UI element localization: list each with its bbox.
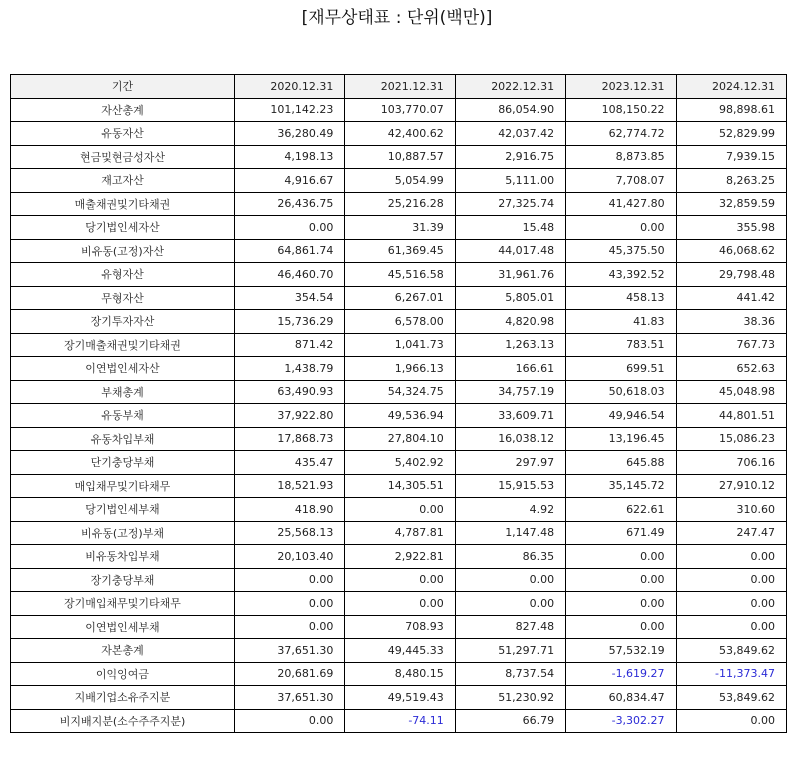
table-cell-value: 2,916.75	[455, 145, 565, 169]
table-row	[11, 498, 787, 522]
table-cell-value: 86,054.90	[455, 98, 565, 122]
column-header-period: 기간	[11, 75, 235, 99]
table-row	[11, 686, 787, 710]
table-cell-value: 652.63	[676, 357, 786, 381]
table-cell-value: 4.92	[455, 498, 565, 522]
table-row	[11, 192, 787, 216]
table-cell-value: 166.61	[455, 357, 565, 381]
table-row	[11, 474, 787, 498]
table-cell-value: 20,681.69	[235, 662, 345, 686]
row-label: 비유동(고정)부채	[11, 521, 235, 545]
table-cell-value: 15,086.23	[676, 427, 786, 451]
table-cell-value: 49,536.94	[345, 404, 455, 428]
table-cell-value: 57,532.19	[566, 639, 676, 663]
table-cell-value: 871.42	[235, 333, 345, 357]
table-row	[11, 380, 787, 404]
row-label: 현금및현금성자산	[11, 145, 235, 169]
table-cell-value: 14,305.51	[345, 474, 455, 498]
table-row	[11, 357, 787, 381]
table-row	[11, 169, 787, 193]
row-label: 유형자산	[11, 263, 235, 287]
table-cell-value: 8,263.25	[676, 169, 786, 193]
row-label: 자산총계	[11, 98, 235, 122]
column-header-date: 2020.12.31	[235, 75, 345, 99]
table-cell-value: 5,805.01	[455, 286, 565, 310]
table-row	[11, 263, 787, 287]
table-cell-value: 51,297.71	[455, 639, 565, 663]
table-cell-value: 27,325.74	[455, 192, 565, 216]
table-cell-value: 25,216.28	[345, 192, 455, 216]
table-cell-value: 4,916.67	[235, 169, 345, 193]
table-cell-value: 622.61	[566, 498, 676, 522]
row-label: 자본총계	[11, 639, 235, 663]
table-row	[11, 404, 787, 428]
table-cell-value: 0.00	[566, 592, 676, 616]
table-cell-value: -3,302.27	[566, 709, 676, 733]
table-cell-value: 708.93	[345, 615, 455, 639]
row-label: 이연법인세자산	[11, 357, 235, 381]
table-cell-value: 52,829.99	[676, 122, 786, 146]
table-cell-value: 6,578.00	[345, 310, 455, 334]
table-cell-value: 46,068.62	[676, 239, 786, 263]
table-cell-value: 4,787.81	[345, 521, 455, 545]
table-cell-value: 49,519.43	[345, 686, 455, 710]
table-cell-value: 1,966.13	[345, 357, 455, 381]
row-label: 유동부채	[11, 404, 235, 428]
column-header-date: 2021.12.31	[345, 75, 455, 99]
table-cell-value: 458.13	[566, 286, 676, 310]
table-cell-value: -1,619.27	[566, 662, 676, 686]
page-title: [재무상태표 : 단위(백만)]	[301, 8, 493, 28]
table-cell-value: 101,142.23	[235, 98, 345, 122]
table-cell-value: 49,946.54	[566, 404, 676, 428]
row-label: 매출채권및기타채권	[11, 192, 235, 216]
table-cell-value: 418.90	[235, 498, 345, 522]
row-label: 무형자산	[11, 286, 235, 310]
table-cell-value: 45,048.98	[676, 380, 786, 404]
column-header-date: 2023.12.31	[566, 75, 676, 99]
table-cell-value: 20,103.40	[235, 545, 345, 569]
table-cell-value: 5,402.92	[345, 451, 455, 475]
table-cell-value: 0.00	[345, 568, 455, 592]
table-cell-value: 0.00	[235, 592, 345, 616]
table-cell-value: 42,400.62	[345, 122, 455, 146]
table-cell-value: 45,375.50	[566, 239, 676, 263]
table-row	[11, 709, 787, 733]
table-cell-value: 36,280.49	[235, 122, 345, 146]
table-cell-value: 354.54	[235, 286, 345, 310]
table-cell-value: 247.47	[676, 521, 786, 545]
table-cell-value: 10,887.57	[345, 145, 455, 169]
table-cell-value: 61,369.45	[345, 239, 455, 263]
table-cell-value: 671.49	[566, 521, 676, 545]
table-cell-value: 98,898.61	[676, 98, 786, 122]
table-cell-value: 54,324.75	[345, 380, 455, 404]
table-cell-value: 37,651.30	[235, 639, 345, 663]
table-cell-value: 46,460.70	[235, 263, 345, 287]
table-cell-value: 16,038.12	[455, 427, 565, 451]
row-label: 비유동(고정)자산	[11, 239, 235, 263]
row-label: 이익잉여금	[11, 662, 235, 686]
table-cell-value: 27,804.10	[345, 427, 455, 451]
row-label: 장기매출채권및기타채권	[11, 333, 235, 357]
table-cell-value: 297.97	[455, 451, 565, 475]
table-cell-value: 767.73	[676, 333, 786, 357]
table-row	[11, 639, 787, 663]
table-cell-value: 31,961.76	[455, 263, 565, 287]
table-cell-value: 37,651.30	[235, 686, 345, 710]
row-label: 단기충당부채	[11, 451, 235, 475]
table-cell-value: 0.00	[566, 615, 676, 639]
balance-sheet-table	[10, 74, 787, 733]
table-cell-value: 706.16	[676, 451, 786, 475]
table-cell-value: 8,480.15	[345, 662, 455, 686]
table-row	[11, 545, 787, 569]
table-cell-value: 34,757.19	[455, 380, 565, 404]
table-cell-value: 27,910.12	[676, 474, 786, 498]
table-cell-value: 310.60	[676, 498, 786, 522]
table-cell-value: 62,774.72	[566, 122, 676, 146]
table-cell-value: 50,618.03	[566, 380, 676, 404]
table-cell-value: 17,868.73	[235, 427, 345, 451]
table-cell-value: 0.00	[566, 216, 676, 240]
table-cell-value: 0.00	[676, 592, 786, 616]
table-cell-value: 0.00	[676, 545, 786, 569]
table-row	[11, 568, 787, 592]
row-label: 지배기업소유주지분	[11, 686, 235, 710]
column-header-date: 2022.12.31	[455, 75, 565, 99]
table-row	[11, 521, 787, 545]
row-label: 비지배지분(소수주주지분)	[11, 709, 235, 733]
row-label: 이연법인세부채	[11, 615, 235, 639]
table-header-row	[11, 75, 787, 99]
table-cell-value: 8,737.54	[455, 662, 565, 686]
table-cell-value: 0.00	[676, 709, 786, 733]
table-cell-value: 53,849.62	[676, 686, 786, 710]
table-cell-value: 0.00	[676, 568, 786, 592]
table-cell-value: 108,150.22	[566, 98, 676, 122]
table-cell-value: 0.00	[235, 615, 345, 639]
table-cell-value: -11,373.47	[676, 662, 786, 686]
table-cell-value: 18,521.93	[235, 474, 345, 498]
row-label: 유동자산	[11, 122, 235, 146]
table-cell-value: 4,198.13	[235, 145, 345, 169]
table-cell-value: 1,041.73	[345, 333, 455, 357]
table-cell-value: 15.48	[455, 216, 565, 240]
table-cell-value: 783.51	[566, 333, 676, 357]
table-cell-value: 645.88	[566, 451, 676, 475]
table-cell-value: 33,609.71	[455, 404, 565, 428]
table-cell-value: 38.36	[676, 310, 786, 334]
table-cell-value: 31.39	[345, 216, 455, 240]
table-cell-value: 0.00	[235, 709, 345, 733]
table-cell-value: 42,037.42	[455, 122, 565, 146]
table-cell-value: 0.00	[676, 615, 786, 639]
table-cell-value: 37,922.80	[235, 404, 345, 428]
row-label: 재고자산	[11, 169, 235, 193]
table-cell-value: 441.42	[676, 286, 786, 310]
table-cell-value: 6,267.01	[345, 286, 455, 310]
table-cell-value: 0.00	[345, 498, 455, 522]
table-cell-value: 355.98	[676, 216, 786, 240]
table-cell-value: 5,054.99	[345, 169, 455, 193]
table-cell-value: 7,939.15	[676, 145, 786, 169]
table-cell-value: 2,922.81	[345, 545, 455, 569]
row-label: 장기매입채무및기타채무	[11, 592, 235, 616]
table-row	[11, 615, 787, 639]
table-cell-value: 13,196.45	[566, 427, 676, 451]
table-cell-value: 32,859.59	[676, 192, 786, 216]
row-label: 장기투자자산	[11, 310, 235, 334]
table-cell-value: 35,145.72	[566, 474, 676, 498]
table-row	[11, 122, 787, 146]
table-cell-value: 25,568.13	[235, 521, 345, 545]
table-row	[11, 98, 787, 122]
table-cell-value: 51,230.92	[455, 686, 565, 710]
table-row	[11, 427, 787, 451]
table-cell-value: 8,873.85	[566, 145, 676, 169]
table-row	[11, 592, 787, 616]
table-cell-value: 44,017.48	[455, 239, 565, 263]
table-cell-value: 60,834.47	[566, 686, 676, 710]
table-cell-value: 103,770.07	[345, 98, 455, 122]
row-label: 당기법인세부채	[11, 498, 235, 522]
table-cell-value: 15,915.53	[455, 474, 565, 498]
table-row	[11, 662, 787, 686]
row-label: 장기충당부채	[11, 568, 235, 592]
table-cell-value: 0.00	[345, 592, 455, 616]
table-cell-value: 827.48	[455, 615, 565, 639]
table-cell-value: 41,427.80	[566, 192, 676, 216]
table-row	[11, 145, 787, 169]
table-cell-value: 64,861.74	[235, 239, 345, 263]
table-cell-value: 53,849.62	[676, 639, 786, 663]
table-cell-value: 26,436.75	[235, 192, 345, 216]
table-cell-value: 0.00	[566, 568, 676, 592]
table-row	[11, 333, 787, 357]
table-cell-value: 49,445.33	[345, 639, 455, 663]
table-row	[11, 286, 787, 310]
table-row	[11, 216, 787, 240]
table-cell-value: 44,801.51	[676, 404, 786, 428]
table-cell-value: 15,736.29	[235, 310, 345, 334]
table-cell-value: 699.51	[566, 357, 676, 381]
table-cell-value: 29,798.48	[676, 263, 786, 287]
table-cell-value: -74.11	[345, 709, 455, 733]
table-cell-value: 0.00	[235, 568, 345, 592]
table-cell-value: 63,490.93	[235, 380, 345, 404]
table-cell-value: 66.79	[455, 709, 565, 733]
table-cell-value: 86.35	[455, 545, 565, 569]
table-cell-value: 7,708.07	[566, 169, 676, 193]
table-cell-value: 0.00	[455, 568, 565, 592]
table-cell-value: 1,147.48	[455, 521, 565, 545]
table-cell-value: 45,516.58	[345, 263, 455, 287]
table-cell-value: 41.83	[566, 310, 676, 334]
table-row	[11, 451, 787, 475]
row-label: 부채총계	[11, 380, 235, 404]
row-label: 매입채무및기타채무	[11, 474, 235, 498]
table-cell-value: 1,263.13	[455, 333, 565, 357]
row-label: 당기법인세자산	[11, 216, 235, 240]
row-label: 비유동차입부채	[11, 545, 235, 569]
table-cell-value: 0.00	[566, 545, 676, 569]
table-cell-value: 1,438.79	[235, 357, 345, 381]
table-body	[11, 98, 787, 733]
row-label: 유동차입부채	[11, 427, 235, 451]
table-row	[11, 239, 787, 263]
table-cell-value: 0.00	[455, 592, 565, 616]
table-cell-value: 43,392.52	[566, 263, 676, 287]
table-cell-value: 5,111.00	[455, 169, 565, 193]
column-header-date: 2024.12.31	[676, 75, 786, 99]
table-cell-value: 435.47	[235, 451, 345, 475]
table-cell-value: 0.00	[235, 216, 345, 240]
table-cell-value: 4,820.98	[455, 310, 565, 334]
table-row	[11, 310, 787, 334]
